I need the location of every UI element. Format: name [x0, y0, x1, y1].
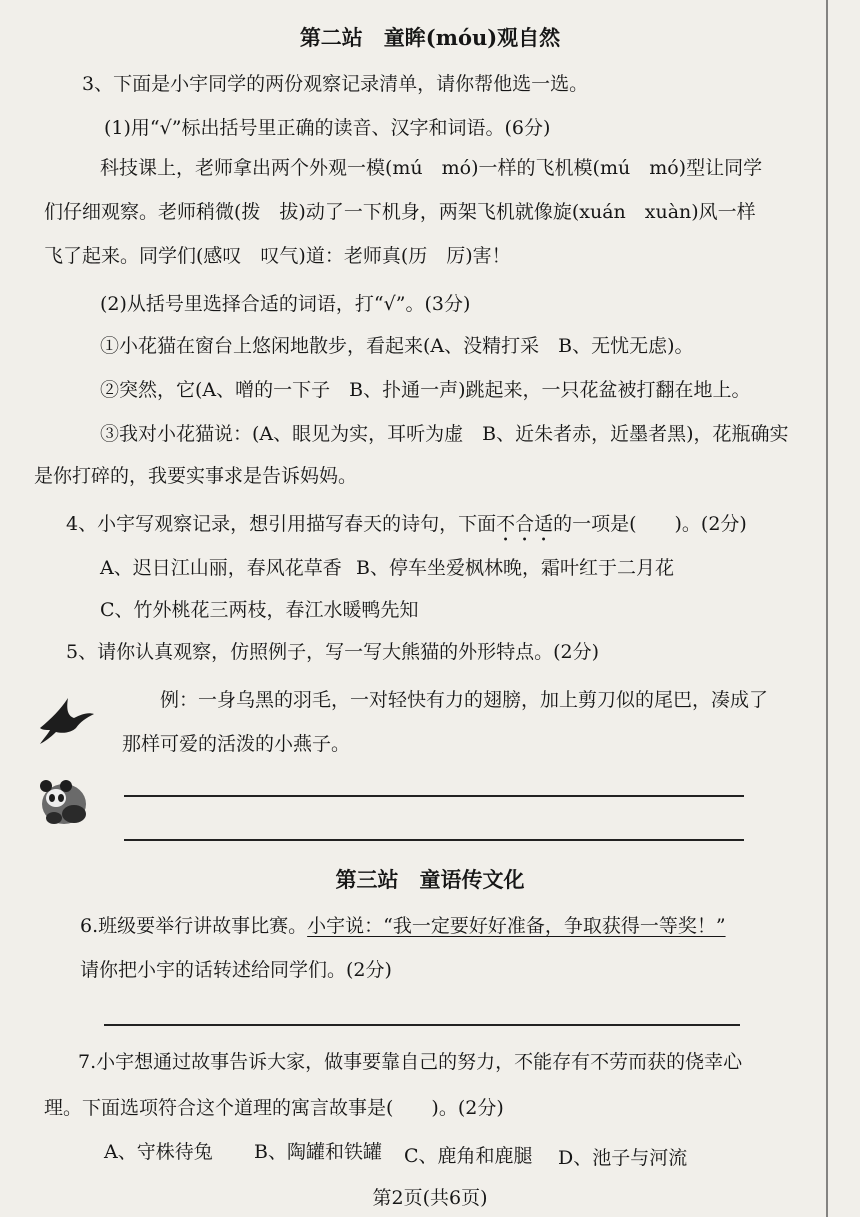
page-edge-line	[826, 0, 828, 1217]
section-3-title: 第三站 童语传文化	[335, 867, 525, 892]
section-2-title: 第二站 童眸(móu)观自然	[299, 25, 561, 50]
q7-line1: 7.小宇想通过故事告诉大家，做事要靠自己的努力，不能存有不劳而获的侥幸心	[78, 1051, 743, 1073]
q4-option-b: B、停车坐爱枫林晚，霜叶红于二月花	[356, 557, 674, 579]
q3-part2-prompt: (2)从括号里选择合适的词语，打“√”。(3分)	[100, 293, 471, 315]
q6-stem-quote: 小宇说：“我一定要好好准备，争取获得一等奖！”	[307, 915, 726, 937]
q7-option-c: C、鹿角和鹿腿	[404, 1145, 533, 1167]
q3-part1-line2: 们仔细观察。老师稍微(拨 拔)动了一下机身，两架飞机就像旋(xuán xuàn)风一样	[44, 201, 756, 223]
q7-line2: 理。下面选项符合这个道理的寓言故事是( )。(2分)	[44, 1097, 504, 1119]
q5-stem: 5、请你认真观察，仿照例子，写一写大熊猫的外形特点。(2分)	[66, 641, 600, 663]
q3-stem: 3、下面是小宇同学的两份观察记录清单，请你帮他选一选。	[82, 73, 589, 95]
swallow-icon	[38, 688, 96, 746]
q3-part1-prompt: (1)用“√”标出括号里正确的读音、汉字和词语。(6分)	[104, 117, 551, 139]
q7-option-b: B、陶罐和铁罐	[254, 1141, 382, 1163]
q3-part1-line1: 科技课上，老师拿出两个外观一模(mú mó)一样的飞机模(mú mó)型让同学	[100, 157, 763, 179]
q4-stem-before: 4、小宇写观察记录，想引用描写春天的诗句，下面	[66, 513, 497, 535]
q6-answer-line[interactable]	[104, 1024, 740, 1026]
q5-example-line2: 那样可爱的活泼的小燕子。	[122, 733, 351, 755]
q7-option-a: A、守株待兔	[104, 1141, 213, 1163]
q3-part2-item2: ②突然，它(A、噌的一下子 B、扑通一声)跳起来，一只花盆被打翻在地上。	[100, 379, 751, 401]
q4-option-c: C、竹外桃花三两枝，春江水暖鸭先知	[100, 599, 419, 621]
q5-answer-line-2[interactable]	[124, 839, 744, 841]
q5-answer-line-1[interactable]	[124, 795, 744, 797]
q4-stem	[66, 512, 747, 546]
q3-part2-item3-line2: 是你打碎的，我要实事求是告诉妈妈。	[34, 465, 358, 487]
panda-icon	[36, 776, 92, 828]
q3-part1-line3: 飞了起来。同学们(感叹 叹气)道：老师真(历 厉)害！	[44, 245, 511, 267]
q5-example-line1: 例：一身乌黑的羽毛，一对轻快有力的翅膀，加上剪刀似的尾巴，凑成了	[160, 689, 769, 711]
q6-line2: 请你把小宇的话转述给同学们。(2分)	[80, 959, 392, 981]
q4-option-a: A、迟日江山丽，春风花草香	[100, 557, 342, 579]
q3-part2-item3-line1: ③我对小花猫说：(A、眼见为实，耳听为虚 B、近朱者赤，近墨者黑)，花瓶确实	[100, 423, 789, 445]
q4-stem-emphasis: 不合适	[496, 513, 554, 535]
q6-stem	[80, 914, 726, 938]
q3-part2-item1: ①小花猫在窗台上悠闲地散步，看起来(A、没精打采 B、无忧无虑)。	[100, 335, 694, 357]
q6-stem-prefix: 6.班级要举行讲故事比赛。	[80, 915, 308, 937]
q7-option-d: D、池子与河流	[558, 1147, 688, 1169]
page-number: 第2页(共6页)	[372, 1187, 488, 1209]
q4-stem-after: 的一项是( )。(2分)	[553, 513, 747, 535]
